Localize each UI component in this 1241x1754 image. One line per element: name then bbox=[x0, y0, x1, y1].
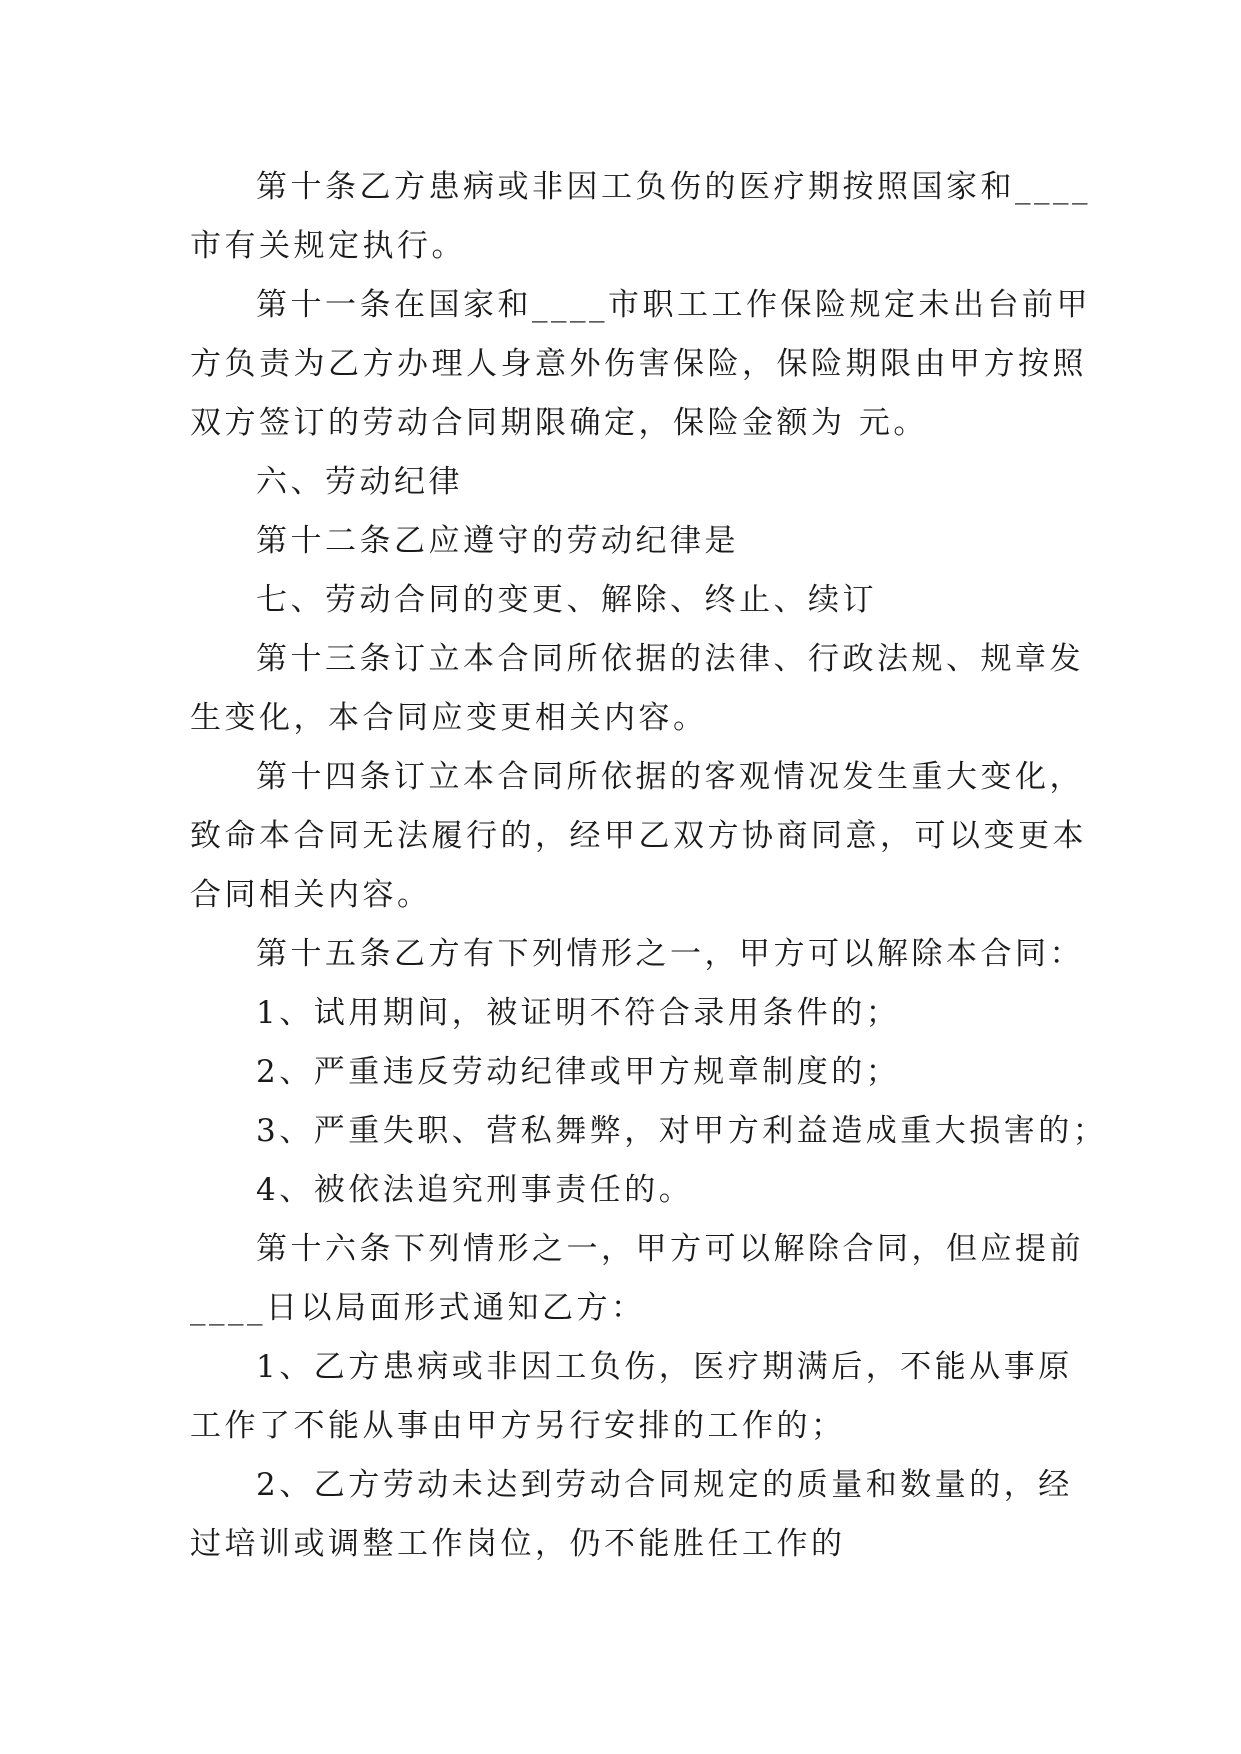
paragraph-line: 第十四条订立本合同所依据的客观情况发生重大变化， bbox=[256, 759, 1084, 795]
paragraph-line: 致命本合同无法履行的，经甲乙双方协商同意，可以变更本 bbox=[190, 818, 1087, 854]
paragraph-line: 合同相关内容。 bbox=[190, 877, 432, 913]
paragraph-line: 市有关规定执行。 bbox=[190, 228, 466, 264]
section-heading: 六、劳动纪律 bbox=[256, 464, 463, 500]
paragraph-line: 工作了不能从事由甲方另行安排的工作的； bbox=[190, 1408, 846, 1444]
paragraph-line: 双方签订的劳动合同期限确定，保险金额为 元。 bbox=[190, 405, 928, 441]
list-item: 2、乙方劳动未达到劳动合同规定的质量和数量的，经 bbox=[256, 1467, 1073, 1503]
list-item: 1、试用期间，被证明不符合录用条件的； bbox=[256, 995, 901, 1031]
paragraph-line: 第十条乙方患病或非因工负伤的医疗期按照国家和____ bbox=[256, 169, 1091, 205]
paragraph-line: 第十六条下列情形之一，甲方可以解除合同，但应提前 bbox=[256, 1231, 1084, 1267]
paragraph-line: 第十二条乙应遵守的劳动纪律是 bbox=[256, 523, 739, 559]
document-body bbox=[190, 158, 1108, 1574]
paragraph-line: 生变化，本合同应变更相关内容。 bbox=[190, 700, 708, 736]
list-item: 4、被依法追究刑事责任的。 bbox=[256, 1172, 694, 1208]
list-item: 3、严重失职、营私舞弊，对甲方利益造成重大损害的； bbox=[256, 1113, 1108, 1149]
paragraph-line: 第十五条乙方有下列情形之一，甲方可以解除本合同： bbox=[256, 936, 1084, 972]
paragraph-line: 第十三条订立本合同所依据的法律、行政法规、规章发 bbox=[256, 641, 1084, 677]
section-heading: 七、劳动合同的变更、解除、终止、续订 bbox=[256, 582, 877, 618]
paragraph-line: ____日以局面形式通知乙方： bbox=[190, 1290, 646, 1326]
list-item: 2、严重违反劳动纪律或甲方规章制度的； bbox=[256, 1054, 901, 1090]
paragraph-line: 方负责为乙方办理人身意外伤害保险，保险期限由甲方按照 bbox=[190, 346, 1087, 382]
list-item: 1、乙方患病或非因工负伤，医疗期满后，不能从事原 bbox=[256, 1349, 1073, 1385]
paragraph-line: 第十一条在国家和____市职工工作保险规定未出台前甲 bbox=[256, 287, 1091, 323]
paragraph-line: 过培训或调整工作岗位，仍不能胜任工作的 bbox=[190, 1526, 846, 1562]
